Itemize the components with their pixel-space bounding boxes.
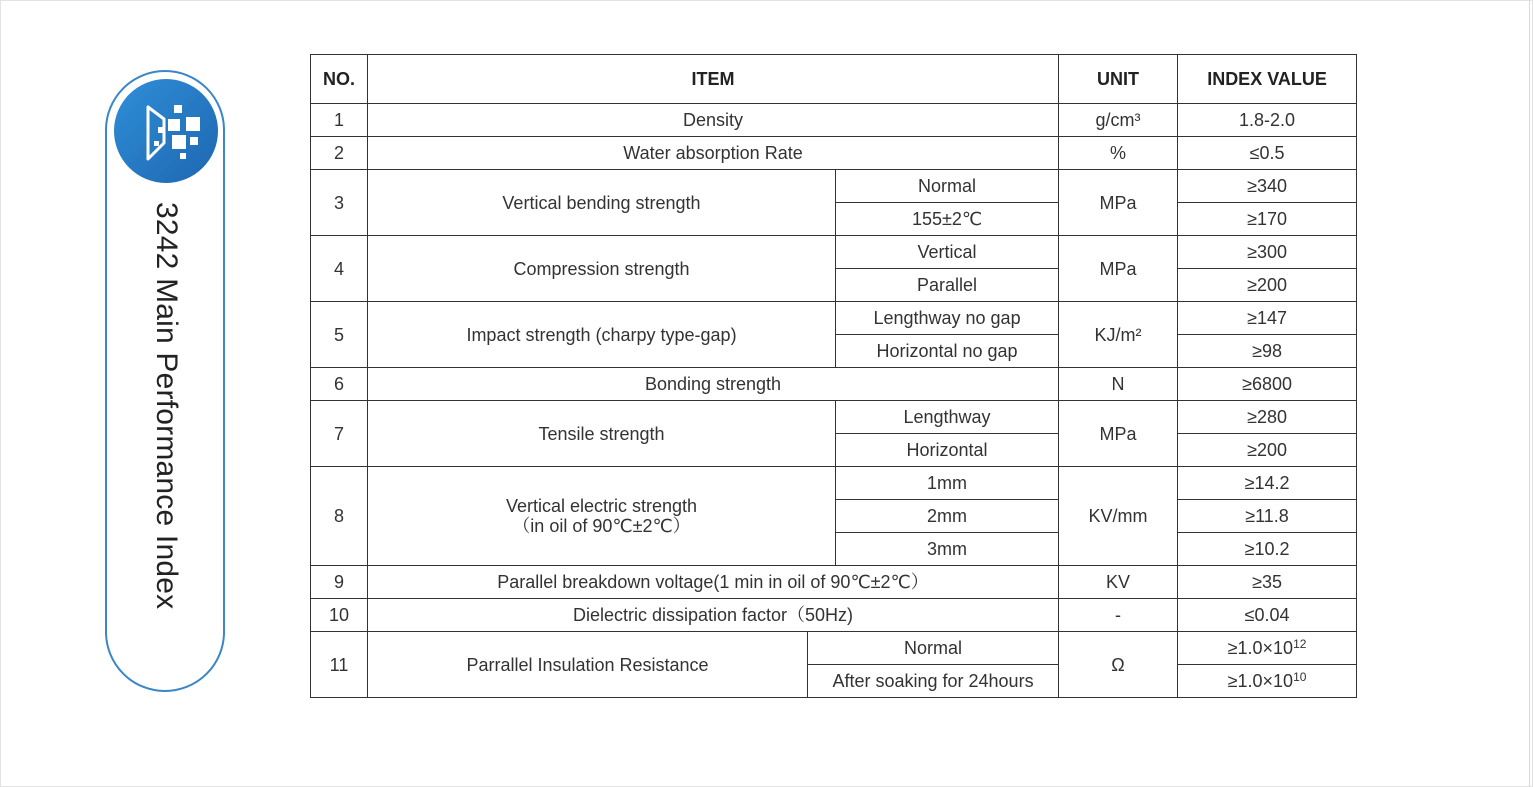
table-row: [311, 632, 1357, 665]
table-row: [311, 401, 1357, 434]
row-item: Parallel breakdown voltage(1 min in oil of 90℃±2℃）: [368, 566, 1059, 599]
row-subitem: Parallel: [836, 269, 1059, 302]
row-unit: KV/mm: [1059, 467, 1178, 566]
table-row: [311, 467, 1357, 500]
row-no: 10: [311, 599, 368, 632]
row-subitem: Lengthway: [836, 401, 1059, 434]
row-value: ≥10.2: [1178, 533, 1357, 566]
row-item: Vertical bending strength: [368, 170, 836, 236]
row-no: 2: [311, 137, 368, 170]
value-exponent: 10: [1293, 670, 1307, 684]
table-row: [311, 170, 1357, 203]
header-index-value: INDEX VALUE: [1178, 55, 1357, 104]
header-no: NO.: [311, 55, 368, 104]
row-value: 1.8-2.0: [1178, 104, 1357, 137]
page-title: 3242 Main Performance Index: [150, 202, 183, 610]
row-item: Compression strength: [368, 236, 836, 302]
page-edge-rule: [1529, 0, 1530, 787]
row-unit: g/cm³: [1059, 104, 1178, 137]
row-item: [368, 467, 836, 566]
row-subitem: 2mm: [836, 500, 1059, 533]
header-item: ITEM: [368, 55, 1059, 104]
row-unit: KJ/m²: [1059, 302, 1178, 368]
row-no: 4: [311, 236, 368, 302]
row-value: ≥35: [1178, 566, 1357, 599]
row-value: ≥147: [1178, 302, 1357, 335]
side-title-panel: [105, 70, 225, 692]
row-subitem: 155±2℃: [836, 203, 1059, 236]
performance-index-table: [310, 54, 1357, 698]
row-value: ≥200: [1178, 269, 1357, 302]
row-value: ≥300: [1178, 236, 1357, 269]
row-value: ≥280: [1178, 401, 1357, 434]
row-item-line1: Vertical electric strength: [505, 496, 698, 516]
row-no: 8: [311, 467, 368, 566]
table-row: [311, 104, 1357, 137]
row-value: ≥98: [1178, 335, 1357, 368]
row-subitem: 1mm: [836, 467, 1059, 500]
row-unit: MPa: [1059, 236, 1178, 302]
table-row: [311, 236, 1357, 269]
row-item: Parrallel Insulation Resistance: [368, 632, 808, 698]
value-exponent: 12: [1293, 637, 1307, 651]
row-value: ≥6800: [1178, 368, 1357, 401]
row-item-line2: （in oil of 90℃±2℃）: [512, 516, 691, 536]
row-unit: Ω: [1059, 632, 1178, 698]
row-subitem: Normal: [836, 170, 1059, 203]
row-unit: MPa: [1059, 170, 1178, 236]
table-row: [311, 368, 1357, 401]
row-value: [1178, 665, 1357, 698]
table-row: [311, 137, 1357, 170]
value-base: ≥1.0×10: [1227, 638, 1294, 658]
row-item: Bonding strength: [368, 368, 1059, 401]
table-row: [311, 599, 1357, 632]
row-no: 6: [311, 368, 368, 401]
row-no: 3: [311, 170, 368, 236]
row-value: ≥11.8: [1178, 500, 1357, 533]
row-item: Water absorption Rate: [368, 137, 1059, 170]
row-no: 7: [311, 401, 368, 467]
row-no: 11: [311, 632, 368, 698]
table-row: [311, 302, 1357, 335]
row-value: ≥200: [1178, 434, 1357, 467]
row-item: Density: [368, 104, 1059, 137]
cube-particles-icon: [114, 79, 218, 183]
row-item: Dielectric dissipation factor（50Hz): [368, 599, 1059, 632]
header-unit: UNIT: [1059, 55, 1178, 104]
row-no: 1: [311, 104, 368, 137]
row-subitem: Lengthway no gap: [836, 302, 1059, 335]
row-no: 9: [311, 566, 368, 599]
row-value: ≥14.2: [1178, 467, 1357, 500]
row-item: Impact strength (charpy type-gap): [368, 302, 836, 368]
row-subitem: Normal: [808, 632, 1059, 665]
row-subitem: Vertical: [836, 236, 1059, 269]
table-row: [311, 566, 1357, 599]
value-base: ≥1.0×10: [1227, 671, 1294, 691]
table-header-row: [311, 55, 1357, 104]
row-subitem: Horizontal: [836, 434, 1059, 467]
row-value: ≤0.5: [1178, 137, 1357, 170]
row-item: Tensile strength: [368, 401, 836, 467]
row-value: ≥170: [1178, 203, 1357, 236]
row-no: 5: [311, 302, 368, 368]
row-unit: %: [1059, 137, 1178, 170]
row-unit: KV: [1059, 566, 1178, 599]
row-unit: N: [1059, 368, 1178, 401]
row-subitem: Horizontal no gap: [836, 335, 1059, 368]
row-value: ≤0.04: [1178, 599, 1357, 632]
row-subitem: After soaking for 24hours: [808, 665, 1059, 698]
row-unit: -: [1059, 599, 1178, 632]
row-unit: MPa: [1059, 401, 1178, 467]
row-value: ≥340: [1178, 170, 1357, 203]
row-value: [1178, 632, 1357, 665]
row-subitem: 3mm: [836, 533, 1059, 566]
